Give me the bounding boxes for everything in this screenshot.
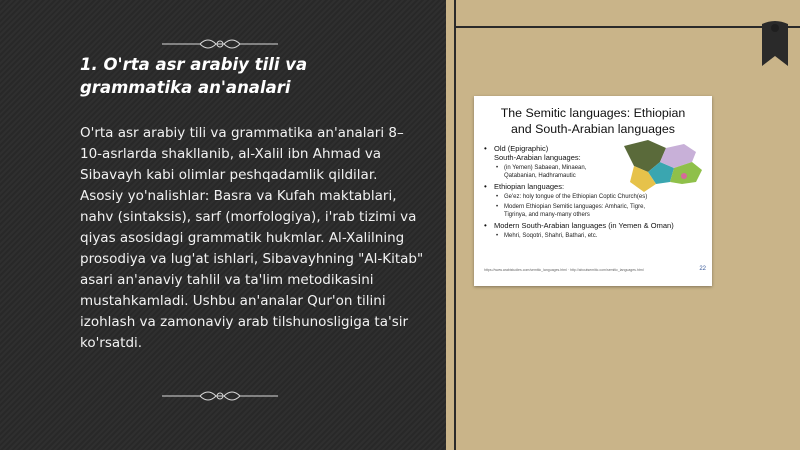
semitic-languages-image	[474, 96, 712, 286]
language-list-item: • Modern South-Arabian languages (in Yemen & Oman)	[484, 221, 710, 230]
language-list-item: South-Arabian languages:	[494, 153, 581, 162]
frame-border-vertical	[454, 0, 456, 450]
image-source: https://www.arabistudies.com/semitic_languages.html · http://aboutsemitic.com/semitic_languages.html	[484, 268, 644, 272]
top-ornament-icon	[160, 34, 280, 54]
language-list-item: Qatabanian, Hadhramautic	[504, 173, 576, 179]
language-list-item: • Modern Ethiopian Semitic languages: Amharic, Tigre,	[484, 203, 710, 211]
language-list-item: • (in Yemen) Sabaean, Minaean,	[484, 164, 710, 172]
bottom-ornament-icon	[160, 386, 280, 406]
language-list	[484, 144, 710, 242]
image-page-number: 22	[699, 266, 706, 272]
language-list-item: • Old (Epigraphic)	[484, 144, 710, 153]
language-list-item: • Mehri, Soqotri, Shahri, Bathari, etc.	[484, 232, 710, 240]
frame-border-horizontal	[454, 26, 800, 28]
image-title: The Semitic languages: Ethiopian and South-Arabian languages	[500, 106, 686, 136]
language-list-item: • Ge'ez: holy tongue of the Ethiopian Coptic Church(es)	[484, 193, 710, 201]
slide-body-text: O'rta asr arabiy tili va grammatika an'analari 8–10-asrlarda shakllanib, al-Xalil ibn Ahmad va Sibavayh kabi olimlar peshqadamlik qildilar. Asosiy yo'nalishlar: Basra va Kufah maktablari, nahv (sintaksis), sarf (morfologiya), i'rab tizimi va qiyas asosidagi grammatik hukmlar. Al-Xalilning prosodiya va lug'at ishlari, Sibavayhning "Al-Kitab" asari an'anaviy tahlil va ta'lim metodikasini mustahkamladi. Ushbu an'analar Qur'on tilini izohlash va zamonaviy arab tilshunosligiga ta'sir ko'rsatdi.	[80, 125, 424, 351]
slide-title: 1. O'rta asr arabiy tili va grammatika an'analari	[80, 55, 308, 97]
bookmark-ribbon-icon	[760, 20, 790, 70]
language-list-item: Tigrinya, and many-many others	[504, 212, 590, 218]
language-list-item: • Ethiopian languages:	[484, 182, 710, 191]
